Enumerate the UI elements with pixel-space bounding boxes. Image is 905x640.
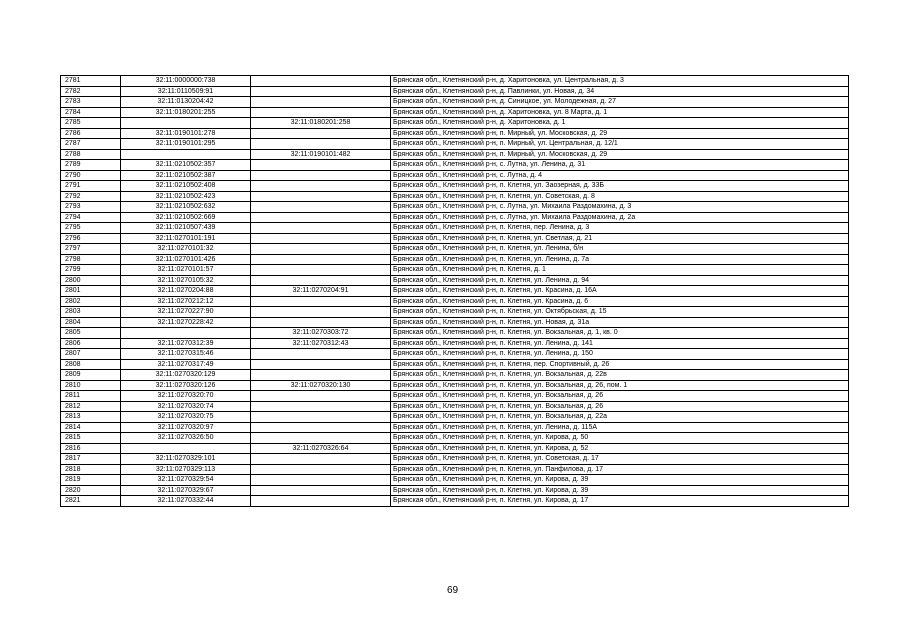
table-row <box>61 149 849 160</box>
row-number-cell: 2797 <box>61 244 121 255</box>
address-cell: Брянская обл., Клетнянский р-н, п. Клетня, ул. Кирова, д. 17 <box>391 496 849 507</box>
related-cadastral-number-cell <box>251 401 391 412</box>
related-cadastral-number-cell <box>251 412 391 423</box>
address-cell: Брянская обл., Клетнянский р-н, д. Харитоновка, ул. Центральная, д. 3 <box>391 76 849 87</box>
address-cell: Брянская обл., Клетнянский р-н, п. Клетня, ул. Светлая, д. 21 <box>391 233 849 244</box>
address-cell: Брянская обл., Клетнянский р-н, п. Клетня, ул. Кирова, д. 39 <box>391 485 849 496</box>
row-number-cell: 2815 <box>61 433 121 444</box>
row-number-cell: 2810 <box>61 380 121 391</box>
table-row <box>61 349 849 360</box>
address-cell: Брянская обл., Клетнянский р-н, п. Клетня, ул. Заозерная, д. 33Б <box>391 181 849 192</box>
cadastral-number-cell: 32:11:0210502:357 <box>121 160 251 171</box>
row-number-cell: 2818 <box>61 464 121 475</box>
cadastral-number-cell: 32:11:0270101:32 <box>121 244 251 255</box>
row-number-cell: 2799 <box>61 265 121 276</box>
table-row <box>61 254 849 265</box>
address-cell: Брянская обл., Клетнянский р-н, п. Клетня, ул. Вокзальная, д. 22а <box>391 412 849 423</box>
row-number-cell: 2786 <box>61 128 121 139</box>
cadastral-number-cell: 32:11:0270320:126 <box>121 380 251 391</box>
row-number-cell: 2789 <box>61 160 121 171</box>
cadastral-number-cell: 32:11:0270204:88 <box>121 286 251 297</box>
related-cadastral-number-cell <box>251 170 391 181</box>
related-cadastral-number-cell <box>251 275 391 286</box>
table-row <box>61 139 849 150</box>
related-cadastral-number-cell: 32:11:0180201:258 <box>251 118 391 129</box>
cadastral-number-cell: 32:11:0270320:97 <box>121 422 251 433</box>
cadastral-number-cell: 32:11:0270329:101 <box>121 454 251 465</box>
cadastral-number-cell: 32:11:0110509:91 <box>121 86 251 97</box>
cadastral-number-cell: 32:11:0180201:255 <box>121 107 251 118</box>
address-cell: Брянская обл., Клетнянский р-н, д. Синицкое, ул. Молодежная, д. 27 <box>391 97 849 108</box>
row-number-cell: 2820 <box>61 485 121 496</box>
address-cell: Брянская обл., Клетнянский р-н, с. Лутна, ул. Михаила Раздомахина, д. 3 <box>391 202 849 213</box>
table-row <box>61 191 849 202</box>
cadastral-number-cell: 32:11:0270315:46 <box>121 349 251 360</box>
row-number-cell: 2800 <box>61 275 121 286</box>
row-number-cell: 2811 <box>61 391 121 402</box>
row-number-cell: 2795 <box>61 223 121 234</box>
table-row <box>61 359 849 370</box>
address-cell: Брянская обл., Клетнянский р-н, п. Клетня, ул. Советская, д. 8 <box>391 191 849 202</box>
row-number-cell: 2816 <box>61 443 121 454</box>
cadastral-number-cell: 32:11:0270320:74 <box>121 401 251 412</box>
cadastral-number-cell <box>121 118 251 129</box>
related-cadastral-number-cell <box>251 359 391 370</box>
row-number-cell: 2781 <box>61 76 121 87</box>
table-row <box>61 233 849 244</box>
table-row <box>61 181 849 192</box>
related-cadastral-number-cell <box>251 317 391 328</box>
related-cadastral-number-cell <box>251 244 391 255</box>
table-row <box>61 265 849 276</box>
related-cadastral-number-cell <box>251 265 391 276</box>
address-cell: Брянская обл., Клетнянский р-н, п. Клетня, д. 1 <box>391 265 849 276</box>
related-cadastral-number-cell <box>251 464 391 475</box>
table-row <box>61 86 849 97</box>
table-row <box>61 370 849 381</box>
cadastral-number-cell: 32:11:0270101:57 <box>121 265 251 276</box>
cadastral-number-cell: 32:11:0270320:75 <box>121 412 251 423</box>
cadastral-number-cell: 32:11:0210502:387 <box>121 170 251 181</box>
address-cell: Брянская обл., Клетнянский р-н, п. Клетня, ул. Советская, д. 17 <box>391 454 849 465</box>
row-number-cell: 2813 <box>61 412 121 423</box>
related-cadastral-number-cell <box>251 86 391 97</box>
row-number-cell: 2798 <box>61 254 121 265</box>
table-row <box>61 338 849 349</box>
table-row <box>61 496 849 507</box>
row-number-cell: 2812 <box>61 401 121 412</box>
cadastral-number-cell: 32:11:0190101:278 <box>121 128 251 139</box>
address-cell: Брянская обл., Клетнянский р-н, п. Клетня, пер. Спортивный, д. 26 <box>391 359 849 370</box>
cadastral-number-cell <box>121 149 251 160</box>
related-cadastral-number-cell <box>251 128 391 139</box>
row-number-cell: 2782 <box>61 86 121 97</box>
related-cadastral-number-cell <box>251 233 391 244</box>
address-cell: Брянская обл., Клетнянский р-н, п. Клетня, ул. Октябрьская, д. 15 <box>391 307 849 318</box>
row-number-cell: 2791 <box>61 181 121 192</box>
related-cadastral-number-cell <box>251 349 391 360</box>
table-row <box>61 401 849 412</box>
related-cadastral-number-cell <box>251 160 391 171</box>
data-table <box>60 75 849 507</box>
address-cell: Брянская обл., Клетнянский р-н, п. Клетня, ул. Ленина, д. 141 <box>391 338 849 349</box>
row-number-cell: 2793 <box>61 202 121 213</box>
page-number: 69 <box>446 585 459 596</box>
address-cell: Брянская обл., Клетнянский р-н, п. Клетня, ул. Панфилова, д. 17 <box>391 464 849 475</box>
row-number-cell: 2796 <box>61 233 121 244</box>
row-number-cell: 2787 <box>61 139 121 150</box>
table-row <box>61 202 849 213</box>
address-cell: Брянская обл., Клетнянский р-н, с. Лутна, д. 4 <box>391 170 849 181</box>
table-row <box>61 296 849 307</box>
cadastral-number-cell: 32:11:0130204:42 <box>121 97 251 108</box>
related-cadastral-number-cell: 32:11:0270204:91 <box>251 286 391 297</box>
row-number-cell: 2808 <box>61 359 121 370</box>
cadastral-number-cell: 32:11:0210502:408 <box>121 181 251 192</box>
cadastral-number-cell: 32:11:0270317:49 <box>121 359 251 370</box>
row-number-cell: 2806 <box>61 338 121 349</box>
address-cell: Брянская обл., Клетнянский р-н, п. Клетня, ул. Ленина, д. 7а <box>391 254 849 265</box>
table-row <box>61 485 849 496</box>
cadastral-number-cell: 32:11:0270105:32 <box>121 275 251 286</box>
cadastral-number-cell: 32:11:0270329:113 <box>121 464 251 475</box>
row-number-cell: 2821 <box>61 496 121 507</box>
row-number-cell: 2790 <box>61 170 121 181</box>
table-row <box>61 464 849 475</box>
row-number-cell: 2819 <box>61 475 121 486</box>
address-cell: Брянская обл., Клетнянский р-н, п. Клетня, ул. Кирова, д. 39 <box>391 475 849 486</box>
address-cell: Брянская обл., Клетнянский р-н, п. Клетня, ул. Красина, д. 16А <box>391 286 849 297</box>
table-row <box>61 328 849 339</box>
related-cadastral-number-cell <box>251 97 391 108</box>
related-cadastral-number-cell <box>251 191 391 202</box>
row-number-cell: 2785 <box>61 118 121 129</box>
address-cell: Брянская обл., Клетнянский р-н, п. Мирный, ул. Московская, д. 29 <box>391 149 849 160</box>
related-cadastral-number-cell <box>251 223 391 234</box>
table-row <box>61 380 849 391</box>
address-cell: Брянская обл., Клетнянский р-н, п. Клетня, ул. Ленина, д. 115А <box>391 422 849 433</box>
table-row <box>61 475 849 486</box>
related-cadastral-number-cell <box>251 433 391 444</box>
address-cell: Брянская обл., Клетнянский р-н, п. Клетня, ул. Ленина, б/н <box>391 244 849 255</box>
row-number-cell: 2817 <box>61 454 121 465</box>
address-cell: Брянская обл., Клетнянский р-н, д. Павлинки, ул. Новая, д. 34 <box>391 86 849 97</box>
table-row <box>61 244 849 255</box>
row-number-cell: 2807 <box>61 349 121 360</box>
table-row <box>61 275 849 286</box>
related-cadastral-number-cell <box>251 475 391 486</box>
address-cell: Брянская обл., Клетнянский р-н, п. Клетня, ул. Новая, д. 31а <box>391 317 849 328</box>
related-cadastral-number-cell <box>251 296 391 307</box>
address-cell: Брянская обл., Клетнянский р-н, д. Харитоновка, ул. 8 Марта, д. 1 <box>391 107 849 118</box>
address-cell: Брянская обл., Клетнянский р-н, п. Клетня, ул. Вокзальная, д. 26 <box>391 401 849 412</box>
related-cadastral-number-cell <box>251 422 391 433</box>
table-row <box>61 317 849 328</box>
row-number-cell: 2805 <box>61 328 121 339</box>
address-cell: Брянская обл., Клетнянский р-н, п. Клетня, ул. Кирова, д. 50 <box>391 433 849 444</box>
cadastral-number-cell: 32:11:0270101:426 <box>121 254 251 265</box>
cadastral-number-cell: 32:11:0270320:129 <box>121 370 251 381</box>
table-row <box>61 212 849 223</box>
table-row <box>61 286 849 297</box>
cadastral-number-cell: 32:11:0270212:12 <box>121 296 251 307</box>
related-cadastral-number-cell <box>251 485 391 496</box>
table-row <box>61 128 849 139</box>
related-cadastral-number-cell <box>251 107 391 118</box>
table-row <box>61 170 849 181</box>
table-row <box>61 412 849 423</box>
row-number-cell: 2804 <box>61 317 121 328</box>
address-cell: Брянская обл., Клетнянский р-н, п. Клетня, ул. Вокзальная, д. 22в <box>391 370 849 381</box>
table-row <box>61 160 849 171</box>
table-row <box>61 223 849 234</box>
cadastral-number-cell: 32:11:0270228:42 <box>121 317 251 328</box>
related-cadastral-number-cell <box>251 454 391 465</box>
table-row <box>61 307 849 318</box>
cadastral-number-cell <box>121 443 251 454</box>
address-cell: Брянская обл., Клетнянский р-н, д. Харитоновка, д. 1 <box>391 118 849 129</box>
address-cell: Брянская обл., Клетнянский р-н, п. Мирный, ул. Центральная, д. 12/1 <box>391 139 849 150</box>
related-cadastral-number-cell <box>251 181 391 192</box>
table-row <box>61 391 849 402</box>
table-row <box>61 97 849 108</box>
cadastral-number-cell: 32:11:0210502:632 <box>121 202 251 213</box>
row-number-cell: 2809 <box>61 370 121 381</box>
address-cell: Брянская обл., Клетнянский р-н, п. Клетня, ул. Ленина, д. 94 <box>391 275 849 286</box>
table-row <box>61 454 849 465</box>
related-cadastral-number-cell <box>251 254 391 265</box>
cadastral-number-cell: 32:11:0270320:70 <box>121 391 251 402</box>
cadastral-number-cell: 32:11:0270227:90 <box>121 307 251 318</box>
table-row <box>61 118 849 129</box>
related-cadastral-number-cell: 32:11:0270303:72 <box>251 328 391 339</box>
address-cell: Брянская обл., Клетнянский р-н, с. Лутна, ул. Ленина, д. 31 <box>391 160 849 171</box>
address-cell: Брянская обл., Клетнянский р-н, п. Клетня, ул. Кирова, д. 52 <box>391 443 849 454</box>
related-cadastral-number-cell <box>251 76 391 87</box>
related-cadastral-number-cell <box>251 202 391 213</box>
related-cadastral-number-cell: 32:11:0270320:130 <box>251 380 391 391</box>
address-cell: Брянская обл., Клетнянский р-н, п. Клетня, ул. Ленина, д. 150 <box>391 349 849 360</box>
related-cadastral-number-cell <box>251 391 391 402</box>
related-cadastral-number-cell <box>251 139 391 150</box>
row-number-cell: 2801 <box>61 286 121 297</box>
cadastral-number-cell: 32:11:0270332:44 <box>121 496 251 507</box>
address-cell: Брянская обл., Клетнянский р-н, п. Клетня, пер. Ленина, д. 3 <box>391 223 849 234</box>
table-row <box>61 433 849 444</box>
row-number-cell: 2814 <box>61 422 121 433</box>
row-number-cell: 2802 <box>61 296 121 307</box>
related-cadastral-number-cell <box>251 212 391 223</box>
cadastral-number-cell: 32:11:0270329:67 <box>121 485 251 496</box>
address-cell: Брянская обл., Клетнянский р-н, п. Клетня, ул. Вокзальная, д. 1, кв. 0 <box>391 328 849 339</box>
cadastral-number-cell: 32:11:0270326:50 <box>121 433 251 444</box>
address-cell: Брянская обл., Клетнянский р-н, п. Клетня, ул. Вокзальная, д. 26, пом. 1 <box>391 380 849 391</box>
table-row <box>61 443 849 454</box>
row-number-cell: 2784 <box>61 107 121 118</box>
related-cadastral-number-cell: 32:11:0190101:482 <box>251 149 391 160</box>
cadastral-number-cell: 32:11:0210507:439 <box>121 223 251 234</box>
cadastral-number-cell: 32:11:0270312:39 <box>121 338 251 349</box>
row-number-cell: 2794 <box>61 212 121 223</box>
table-row <box>61 76 849 87</box>
row-number-cell: 2803 <box>61 307 121 318</box>
cadastral-number-cell: 32:11:0210502:423 <box>121 191 251 202</box>
cadastral-number-cell: 32:11:0270329:54 <box>121 475 251 486</box>
address-cell: Брянская обл., Клетнянский р-н, п. Клетня, ул. Вокзальная, д. 26 <box>391 391 849 402</box>
related-cadastral-number-cell <box>251 370 391 381</box>
address-cell: Брянская обл., Клетнянский р-н, п. Клетня, ул. Красина, д. 6 <box>391 296 849 307</box>
cadastral-number-cell: 32:11:0210502:669 <box>121 212 251 223</box>
table-row <box>61 422 849 433</box>
cadastral-number-cell <box>121 328 251 339</box>
row-number-cell: 2783 <box>61 97 121 108</box>
related-cadastral-number-cell: 32:11:0270326:64 <box>251 443 391 454</box>
related-cadastral-number-cell <box>251 307 391 318</box>
cadastral-number-cell: 32:11:0190101:295 <box>121 139 251 150</box>
cadastral-number-cell: 32:11:0270101:191 <box>121 233 251 244</box>
table-row <box>61 107 849 118</box>
related-cadastral-number-cell: 32:11:0270312:43 <box>251 338 391 349</box>
row-number-cell: 2792 <box>61 191 121 202</box>
related-cadastral-number-cell <box>251 496 391 507</box>
cadastral-number-cell: 32:11:0000000:738 <box>121 76 251 87</box>
address-cell: Брянская обл., Клетнянский р-н, с. Лутна, ул. Михаила Раздомахина, д. 2а <box>391 212 849 223</box>
table-body <box>61 76 849 507</box>
address-cell: Брянская обл., Клетнянский р-н, п. Мирный, ул. Московская, д. 29 <box>391 128 849 139</box>
row-number-cell: 2788 <box>61 149 121 160</box>
